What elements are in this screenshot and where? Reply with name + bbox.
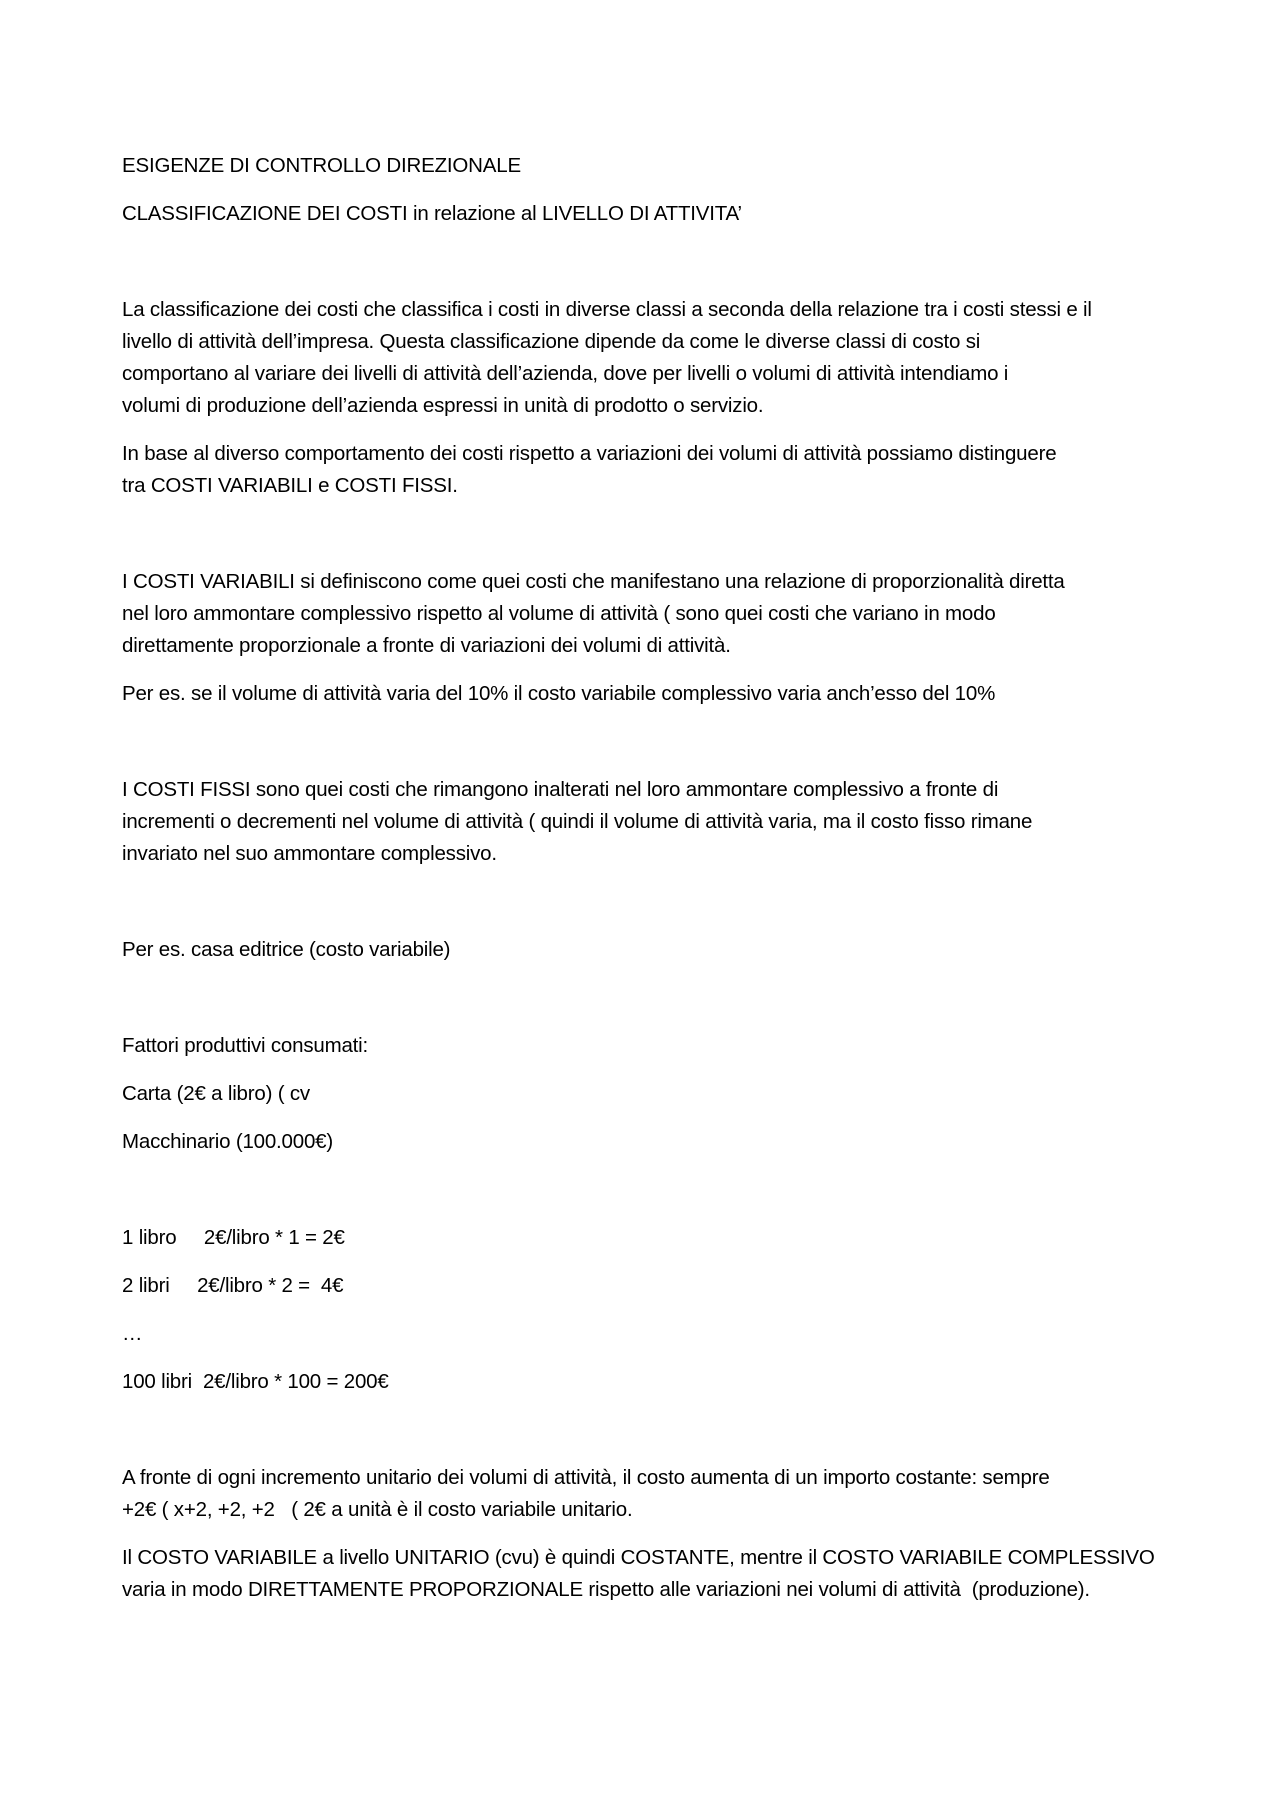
fixed-line: incrementi o decrementi nel volume di attività ( quindi il volume di attività varia, ma il costo fisso rimane: [122, 810, 1033, 833]
variable-line: direttamente proporzionale a fronte di variazioni dei volumi di attività.: [122, 634, 731, 657]
behavior-line: In base al diverso comportamento dei costi rispetto a variazioni dei volumi di attività possiamo distinguere: [122, 442, 1057, 465]
fixed-costs-paragraph: [122, 774, 1032, 870]
factors-heading: Fattori produttivi consumati:: [122, 1034, 368, 1057]
increment-line: A fronte di ogni incremento unitario dei volumi di attività, il costo aumenta di un importo costante: sempre: [122, 1466, 1050, 1489]
publisher-example: Per es. casa editrice (costo variabile): [122, 938, 451, 961]
variable-line: I COSTI VARIABILI si definiscono come quei costi che manifestano una relazione di proporzionalità diretta: [122, 570, 1065, 593]
conclusion-line: varia in modo DIRETTAMENTE PROPORZIONALE rispetto alle variazioni nei volumi di attività (produzione).: [122, 1578, 1090, 1601]
intro-line: comportano al variare dei livelli di attività dell’azienda, dove per livelli o volumi di attività intendiamo i: [122, 362, 1009, 385]
factor-machine: Macchinario (100.000€): [122, 1130, 333, 1153]
increment-line: +2€ ( x+2, +2, +2 ( 2€ a unità è il costo variabile unitario.: [122, 1498, 633, 1521]
calc-row-100: 100 libri 2€/libro * 100 = 200€: [122, 1370, 389, 1393]
increment-paragraph: [122, 1462, 1050, 1526]
intro-line: volumi di produzione dell’azienda espressi in unità di prodotto o servizio.: [122, 394, 764, 417]
variable-costs-paragraph: [122, 566, 1065, 662]
conclusion-paragraph: [122, 1542, 1155, 1606]
document-subtitle: CLASSIFICAZIONE DEI COSTI in relazione al LIVELLO DI ATTIVITA’: [122, 202, 742, 225]
fixed-line: I COSTI FISSI sono quei costi che rimangono inalterati nel loro ammontare complessivo a fronte di: [122, 778, 999, 801]
behavior-line: tra COSTI VARIABILI e COSTI FISSI.: [122, 474, 458, 497]
intro-paragraph: [122, 294, 1092, 422]
variable-line: nel loro ammontare complessivo rispetto al volume di attività ( sono quei costi che variano in modo: [122, 602, 996, 625]
calc-row-2: 2 libri 2€/libro * 2 = 4€: [122, 1274, 344, 1297]
conclusion-line: Il COSTO VARIABILE a livello UNITARIO (cvu) è quindi COSTANTE, mentre il COSTO VARIABILE COMPLESSIVO: [122, 1546, 1155, 1569]
variable-example: Per es. se il volume di attività varia del 10% il costo variabile complessivo varia anch’esso del 10%: [122, 682, 996, 705]
fixed-line: invariato nel suo ammontare complessivo.: [122, 842, 497, 865]
document-title: ESIGENZE DI CONTROLLO DIREZIONALE: [122, 154, 521, 177]
behavior-paragraph: [122, 438, 1056, 502]
calc-ellipsis: …: [122, 1322, 143, 1345]
calc-row-1: 1 libro 2€/libro * 1 = 2€: [122, 1226, 345, 1249]
intro-line: livello di attività dell’impresa. Questa classificazione dipende da come le diverse classi di costo si: [122, 330, 981, 353]
intro-line: La classificazione dei costi che classifica i costi in diverse classi a seconda della relazione tra i costi stessi e il: [122, 298, 1092, 321]
factor-paper: Carta (2€ a libro) ( cv: [122, 1082, 310, 1105]
